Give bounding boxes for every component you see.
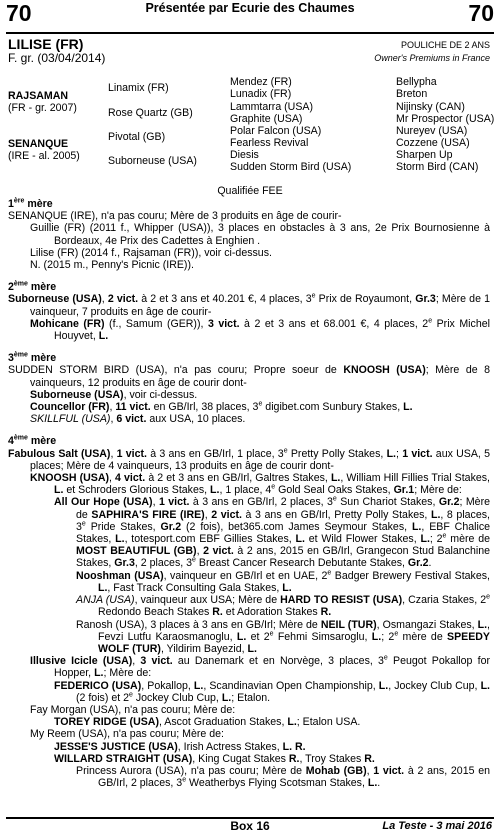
- dam-paragraph: Suborneuse (USA), 2 vict. à 2 et 3 ans et 40.201 €, 4 places, 3e Prix de Royaumont, Gr.3; Mère de 1 vainqueur, 7 produits en âge de courir-: [8, 292, 490, 318]
- produce-entry: Lilise (FR) (2014 f., Rajsaman (FR)), voir ci-dessus.: [30, 246, 272, 259]
- pedigree-gen3: Diesis: [230, 149, 259, 161]
- sale-place-date: La Teste - 3 mai 2016: [382, 820, 492, 832]
- dam-info: (IRE - al. 2005): [8, 150, 80, 162]
- produce-entry: Suborneuse (USA), voir ci-dessus.: [30, 388, 198, 401]
- pedigree-gen4: Mr Prospector (USA): [396, 113, 495, 125]
- pedigree-gen4: Bellypha: [396, 76, 437, 88]
- sire-name: RAJSAMAN: [8, 90, 69, 102]
- section-heading: 2ème mère: [8, 280, 57, 294]
- pedigree-gen4: Nureyev (USA): [396, 125, 468, 137]
- pedigree-gen3: Lunadix (FR): [230, 88, 292, 100]
- presented-by: Présentée par Ecurie des Chaumes: [145, 1, 355, 15]
- produce-entry: FEDERICO (USA), Pokallop, L., Scandinavian Open Championship, L., Jockey Club Cup, L. (2 fois) et 2e Jockey Club Cup, L.; Etalon.: [54, 679, 490, 704]
- horse-details: F. gr. (03/04/2014): [8, 51, 106, 65]
- produce-entry: My Reem (USA), n'a pas couru; Mère de:: [30, 728, 224, 741]
- produce-entry: SKILLFUL (USA), 6 vict. aux USA, 10 places.: [30, 413, 246, 426]
- lot-number-right: 70: [468, 0, 494, 26]
- pedigree-gen4: Sharpen Up: [396, 149, 453, 161]
- section-heading: 4ème mère: [8, 434, 57, 448]
- page-header: [6, 0, 494, 30]
- produce-entry: Nooshman (USA), vainqueur en GB/Irl et en UAE, 2e Badger Brewery Festival Stakes, L., Fast Track Consulting Gala Stakes, L.: [76, 569, 490, 594]
- pedigree-gen2: Linamix (FR): [108, 82, 169, 94]
- header-rule: [6, 32, 494, 34]
- produce-entry: JESSE'S JUSTICE (USA), Irish Actress Stakes, L. R.: [54, 740, 306, 753]
- sex-age: POULICHE DE 2 ANS: [400, 40, 490, 50]
- sire-info: (FR - gr. 2007): [8, 102, 77, 114]
- pedigree-gen2: Rose Quartz (GB): [108, 107, 193, 119]
- pedigree-notes: [8, 198, 490, 789]
- dam-paragraph: SENANQUE (IRE), n'a pas couru; Mère de 3 produits en âge de courir-: [8, 210, 342, 223]
- dam-paragraph: SUDDEN STORM BIRD (USA), n'a pas couru; Propre soeur de KNOOSH (USA); Mère de 8 vainqueurs, 12 produits en âge de courir dont-: [8, 364, 490, 389]
- premiums: Owner's Premiums in France: [374, 53, 490, 63]
- pedigree-gen3: Lammtarra (USA): [230, 101, 313, 113]
- box-number: Box 16: [230, 819, 270, 833]
- produce-entry: Mohicane (FR) (f., Samum (GER)), 3 vict. à 2 et 3 ans et 68.001 €, 4 places, 2e Prix Michel Houyvet, L.: [30, 317, 490, 343]
- produce-entry: Councellor (FR), 11 vict. en GB/Irl, 38 places, 3e digibet.com Sunbury Stakes, L.: [30, 400, 413, 414]
- dam-name: SENANQUE: [8, 138, 69, 150]
- pedigree-gen4: Storm Bird (CAN): [396, 161, 479, 173]
- pedigree-gen3: Fearless Revival: [230, 137, 309, 149]
- pedigree-table: [8, 76, 494, 178]
- section-heading: 1ère mère: [8, 197, 53, 210]
- pedigree-gen4: Breton: [396, 88, 428, 100]
- produce-entry: Princess Aurora (USA), n'a pas couru; Mère de Mohab (GB), 1 vict. à 2 ans, 2015 en GB/Irl, 2 places, 3e Weatherbys Flying Scotsman Stakes, L..: [76, 764, 490, 790]
- pedigree-gen3: Graphite (USA): [230, 113, 303, 125]
- pedigree-gen3: Polar Falcon (USA): [230, 125, 322, 137]
- produce-entry: KNOOSH (USA), 4 vict. à 2 et 3 ans en GB/Irl, Galtres Stakes, L., William Hill Fillies Trial Stakes, L. et Schroders Glorious Stakes, L., 1 place, 4e Gold Seal Oaks Stakes, Gr.1; Mère de:: [30, 472, 490, 497]
- pedigree-gen3: Sudden Storm Bird (USA): [230, 161, 352, 173]
- lot-number: 70: [6, 0, 32, 26]
- produce-entry: TOREY RIDGE (USA), Ascot Graduation Stakes, L.; Etalon USA.: [54, 716, 361, 729]
- produce-entry: Fay Morgan (USA), n'a pas couru; Mère de:: [30, 703, 236, 716]
- produce-entry: WILLARD STRAIGHT (USA), King Cugat Stakes R., Troy Stakes R.: [54, 752, 375, 765]
- produce-entry: N. (2015 m., Penny's Picnic (IRE)).: [30, 259, 194, 272]
- pedigree-gen2: Suborneuse (USA): [108, 155, 197, 167]
- produce-entry: ANJA (USA), vainqueur aux USA; Mère de HARD TO RESIST (USA), Czaria Stakes, 2e Redondo Beach Stakes R. et Adoration Stakes R.: [76, 593, 491, 619]
- qualification: Qualifiée FEE: [217, 185, 283, 197]
- produce-entry: Ranosh (USA), 3 places à 3 ans en GB/Irl; Mère de NEIL (TUR), Osmangazi Stakes, L., Fevzi Lutfu Karaosmanoglu, L. et 2e Fehmi Simsaroglu, L.; 2e mère de SPEEDY WOLF (TUR), Yildirim Bayezid, L.: [76, 618, 490, 655]
- horse-name: LILISE (FR): [8, 36, 84, 52]
- pedigree-gen3: Mendez (FR): [230, 76, 292, 88]
- section-heading: 3ème mère: [8, 351, 57, 365]
- pedigree-gen2: Pivotal (GB): [108, 131, 166, 143]
- pedigree-gen4: Cozzene (USA): [396, 137, 470, 149]
- pedigree-gen4: Nijinsky (CAN): [396, 101, 465, 113]
- produce-entry: All Our Hope (USA), 1 vict. à 3 ans en GB/Irl, 2 places, 3e Sun Chariot Stakes, Gr.2; Mère de SAPHIRA'S FIRE (IRE), 2 vict. à 3 ans en GB/Irl, Pretty Polly Stakes, L., 8 places, 3e Pride Stakes, Gr.2 (2 fois), bet365.com James Seymour Stakes, L., EBF Chalice Stakes, L., totesport.com EBF Gillies Stakes, L. et Wild Flower Stakes, L.; 2e mère de MOST BEAUTIFUL (GB), 2 vict. à 2 ans, 2015 en GB/Irl, Grangecon Stud Balanchine Stakes, Gr.3, 2 places, 3e Breast Cancer Research Debutante Stakes, Gr.2.: [54, 495, 491, 570]
- produce-entry: Illusive Icicle (USA), 3 vict. au Danemark et en Norvège, 3 places, 3e Peugot Pokallop for Hopper, L.; Mère de:: [30, 654, 491, 680]
- dam-paragraph: Fabulous Salt (USA), 1 vict. à 3 ans en GB/Irl, 1 place, 3e Pretty Polly Stakes, L.; 1 vict. aux USA, 5 places; Mère de 4 vainqueurs, 13 produits en âge de courir dont-: [8, 447, 490, 472]
- produce-entry: Guillie (FR) (2011 f., Whipper (USA)), 3 places en obstacles à 3 ans, 2e Prix Bournosienne à Bordeaux, 4e Prix des Cadettes à Enghien .: [30, 222, 490, 247]
